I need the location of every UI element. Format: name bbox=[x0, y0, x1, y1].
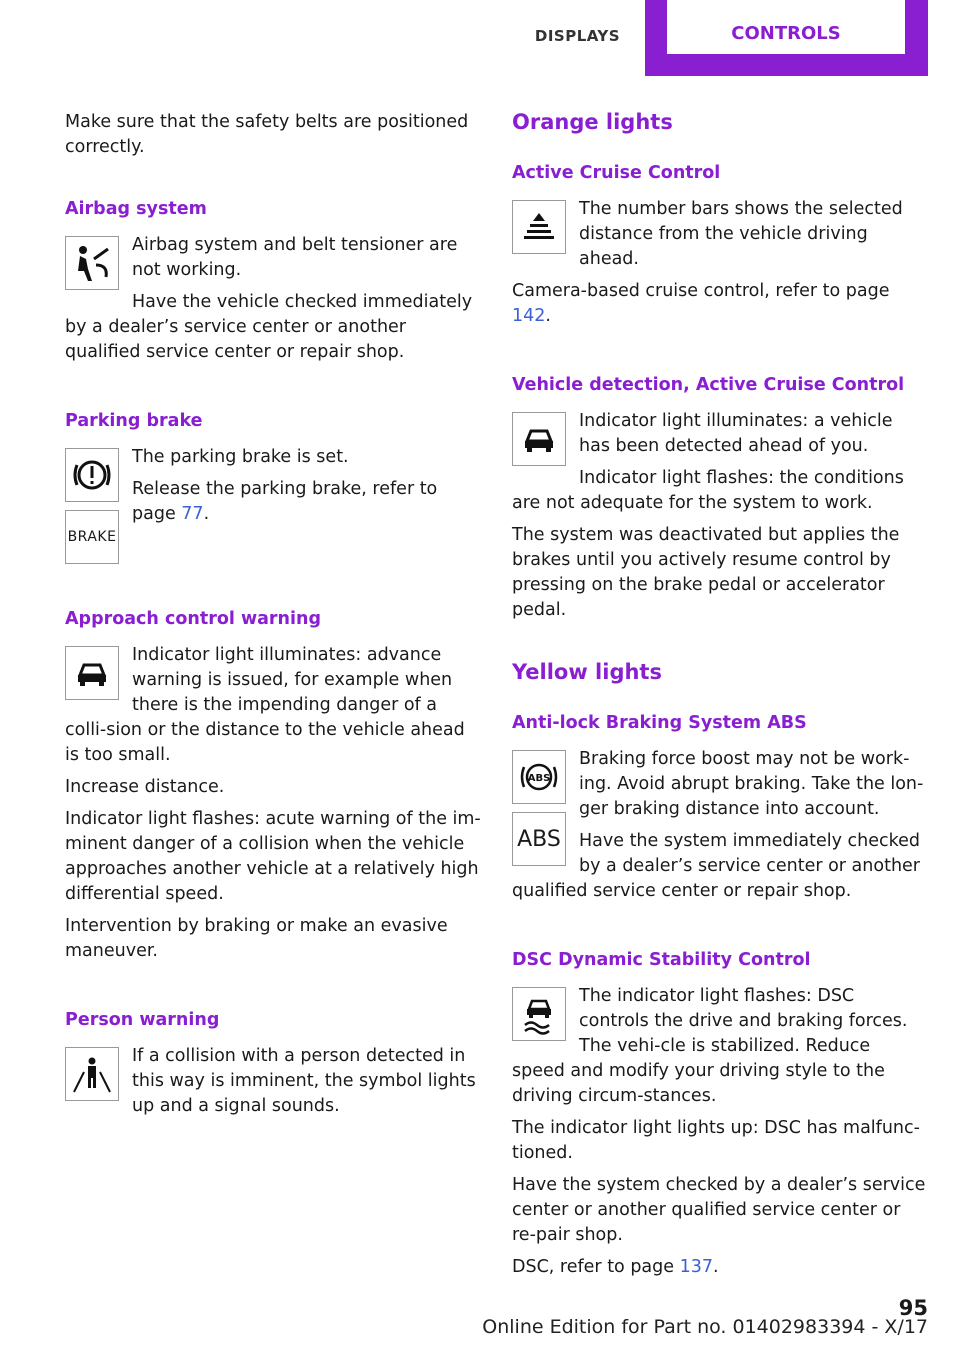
page-link-142[interactable]: 142 bbox=[512, 306, 546, 326]
approach-p4: Intervention by braking or make an evasive maneuver. bbox=[65, 916, 448, 961]
vehicle-front-icon bbox=[65, 646, 119, 700]
abs-text-icon: ABS bbox=[512, 812, 566, 866]
dsc-p4: DSC, refer to page 137. bbox=[512, 1257, 719, 1277]
vehicle-detection-p2: Indicator light flashes: the conditions are not adequate for the system to work. bbox=[512, 468, 904, 513]
parking-p1: The parking brake is set. bbox=[132, 447, 349, 467]
right-column bbox=[512, 110, 928, 1324]
dsc-heading: DSC Dynamic Stability Control bbox=[512, 950, 811, 970]
abs-heading: Anti-lock Braking System ABS bbox=[512, 713, 807, 733]
yellow-lights-heading: Yellow lights bbox=[512, 660, 662, 684]
page-link-77[interactable]: 77 bbox=[181, 504, 204, 524]
person-heading: Person warning bbox=[65, 1010, 220, 1030]
dsc-p3: Have the system checked by a dealer’s service center or another qualified service center or re‐pair shop. bbox=[512, 1175, 926, 1245]
page-number: 95 bbox=[898, 1296, 928, 1320]
vehicle-detection-section bbox=[512, 373, 928, 630]
tab-controls[interactable]: CONTROLS bbox=[667, 0, 905, 54]
acc-p1: The number bars shows the selected distance from the vehicle driving ahead. bbox=[579, 199, 903, 269]
page-link-137[interactable]: 137 bbox=[679, 1257, 713, 1277]
dsc-section bbox=[512, 948, 928, 1287]
approach-heading: Approach control warning bbox=[65, 609, 321, 629]
left-column bbox=[65, 110, 481, 1163]
person-section bbox=[65, 1008, 481, 1126]
edition-text: Online Edition for Part no. 01402983394 - X/17 bbox=[482, 1316, 928, 1338]
abs-p2: Have the system immediately checked by a dealer’s service center or another qualified service center or repair shop. bbox=[512, 831, 920, 901]
acc-section bbox=[512, 161, 928, 336]
dsc-p2: The indicator light lights up: DSC has malfunc‐tioned. bbox=[512, 1118, 920, 1163]
parking-p2: Release the parking brake, refer to page 77. bbox=[132, 479, 438, 524]
abs-circle-icon bbox=[512, 750, 566, 804]
abs-p1: Braking force boost may not be work‐ing. Avoid abrupt braking. Take the lon‐ger braking distance into account. bbox=[579, 749, 924, 819]
person-warning-icon bbox=[65, 1047, 119, 1101]
airbag-p1: Airbag system and belt tensioner are not working. bbox=[132, 235, 458, 280]
parking-brake-icon bbox=[65, 448, 119, 502]
approach-p1: Indicator light illuminates: advance warning is issued, for example when there is the impending danger of a colli‐sion or the distance to the vehicle ahead is too small. bbox=[65, 645, 465, 765]
approach-p3: Indicator light flashes: acute warning of the im‐minent danger of a collision when the vehicle approaches another vehicle at a relatively high differential speed. bbox=[65, 809, 481, 904]
vehicle-detection-p1: Indicator light illuminates: a vehicle has been detected ahead of you. bbox=[579, 411, 893, 456]
intro-section bbox=[65, 110, 481, 160]
vehicle-detection-p3: The system was deactivated but applies the brakes until you actively resume control by pressing on the brake pedal or accelerator pedal. bbox=[512, 525, 900, 620]
orange-lights-heading: Orange lights bbox=[512, 110, 673, 134]
approach-section bbox=[65, 607, 481, 971]
svg-text:ABS: ABS bbox=[527, 773, 551, 784]
abs-section bbox=[512, 711, 928, 911]
intro-text: Make sure that the safety belts are positioned correctly. bbox=[65, 112, 469, 157]
dsc-p1: The indicator light flashes: DSC controls the drive and braking forces. The vehi‐cle is stabilized. Reduce speed and modify your driving style to the driving circum‐stances. bbox=[512, 986, 908, 1106]
airbag-section bbox=[65, 197, 481, 372]
airbag-heading: Airbag system bbox=[65, 199, 207, 219]
airbag-p2: Have the vehicle checked immediately by a dealer’s service center or another qualified service center or repair shop. bbox=[65, 292, 473, 362]
footer bbox=[0, 1296, 960, 1356]
parking-heading: Parking brake bbox=[65, 411, 203, 431]
parking-icons bbox=[65, 445, 132, 570]
brake-text-icon: BRAKE bbox=[65, 510, 119, 564]
approach-p2: Increase distance. bbox=[65, 777, 225, 797]
parking-section bbox=[65, 409, 481, 570]
airbag-icon bbox=[65, 236, 119, 290]
vehicle-detection-heading: Vehicle detection, Active Cruise Control bbox=[512, 375, 905, 395]
tab-displays[interactable]: DISPLAYS bbox=[534, 27, 621, 45]
acc-heading: Active Cruise Control bbox=[512, 163, 721, 183]
abs-icons bbox=[512, 747, 579, 872]
person-p1: If a collision with a person detected in this way is imminent, the symbol lights up and a signal sounds. bbox=[132, 1046, 476, 1116]
distance-bars-icon bbox=[512, 200, 566, 254]
dsc-icon bbox=[512, 987, 566, 1041]
vehicle-detected-icon bbox=[512, 412, 566, 466]
acc-p2: Camera-based cruise control, refer to page 142. bbox=[512, 281, 890, 326]
